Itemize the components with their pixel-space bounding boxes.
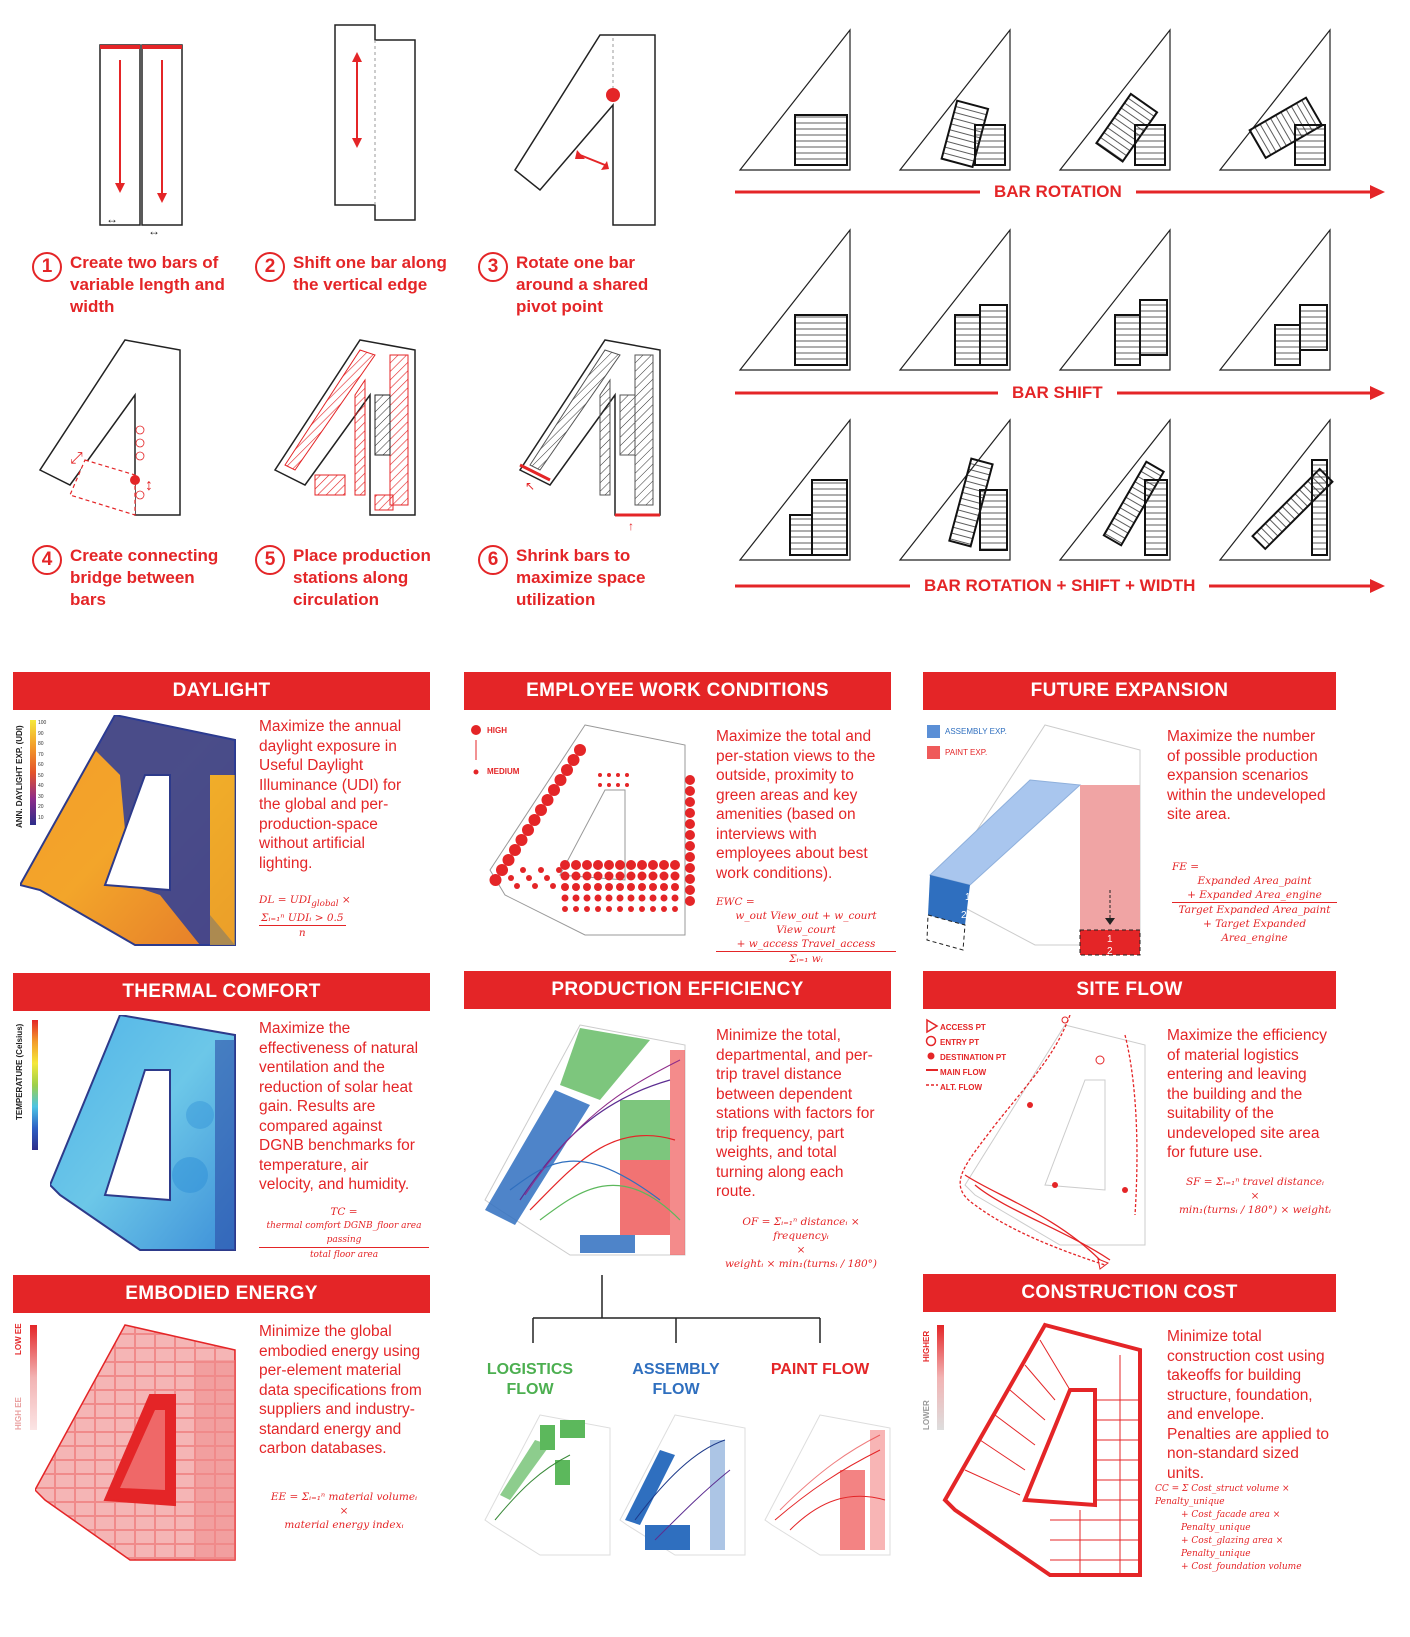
- thermal-formula-den: total floor area: [309, 1250, 379, 1260]
- view-dot: [584, 906, 590, 912]
- view-dot: [574, 744, 586, 756]
- daylight-tick: 30: [38, 793, 44, 800]
- production-formula-line3: weightᵢ × min₁(turnsᵢ / 180°): [724, 1258, 878, 1270]
- expansion-formula-den1: Target Expanded Area_paint: [1178, 904, 1331, 916]
- view-dot: [671, 872, 680, 881]
- assembly-flow-map: [615, 1410, 755, 1560]
- view-dot: [660, 883, 668, 891]
- cost-desc: Minimize total construction cost using takeoffs for building structure, foundation, and envelope. Penalties are applied to non-standard sized units.: [1167, 1328, 1330, 1482]
- view-dot: [604, 860, 614, 870]
- employee-header: EMPLOYEE WORK CONDITIONS: [464, 672, 891, 710]
- step-5-number: 5: [255, 545, 285, 575]
- expansion-formula-num2: + Expanded Area_engine: [1187, 889, 1322, 901]
- view-dot: [638, 883, 646, 891]
- daylight-header: DAYLIGHT: [13, 672, 430, 710]
- view-dot: [598, 783, 602, 787]
- view-dot: [561, 872, 570, 881]
- siteflow-formula-line1: SF = Σᵢ₌₁ⁿ travel distanceᵢ: [1185, 1176, 1325, 1188]
- step-1-label: [32, 252, 232, 318]
- view-dot: [598, 773, 602, 777]
- view-dot: [685, 819, 695, 829]
- view-dot: [649, 883, 657, 891]
- daylight-tick: 90: [38, 730, 44, 737]
- view-dot: [583, 872, 592, 881]
- daylight-desc: Maximize the annual daylight exposure in Useful Daylight Illuminance (UDI) for the global and per-production-space without artificial lighting.: [259, 718, 402, 872]
- siteflow-legend-main: MAIN FLOW: [940, 1068, 987, 1077]
- view-dot: [550, 883, 556, 889]
- view-dot: [561, 883, 569, 891]
- view-dot: [522, 824, 534, 836]
- production-flow-map: [480, 1020, 695, 1260]
- view-dot: [616, 872, 625, 881]
- embodied-header: EMBODIED ENERGY: [13, 1275, 430, 1313]
- step-diagram-4: [30, 335, 200, 535]
- daylight-tick: 40: [38, 783, 44, 789]
- svg-text:1: 1: [1107, 934, 1113, 945]
- siteflow-legend-destination: DESTINATION PT: [940, 1053, 1007, 1062]
- daylight-tick: 50: [38, 772, 44, 779]
- employee-dot-map: [485, 720, 700, 940]
- svg-text:⤢: ⤢: [70, 450, 83, 467]
- thermal-formula: [259, 1205, 429, 1262]
- view-dot: [583, 883, 591, 891]
- view-dot: [628, 895, 635, 902]
- cost-formula-line1: CC = Σ Cost_struct volume × Penalty_unique: [1155, 1484, 1290, 1507]
- view-dot: [571, 860, 581, 870]
- view-dot: [594, 883, 602, 891]
- siteflow-map: [935, 1015, 1165, 1275]
- production-formula: [716, 1215, 886, 1271]
- embodied-legend-high: HIGH EE: [14, 1397, 23, 1430]
- step-3-text: Rotate one bar around a shared pivot point: [516, 253, 649, 316]
- view-dot: [548, 784, 560, 796]
- embodied-desc: Minimize the global embodied energy using per-element material data specifications from suppliers and industry-standard energy and carbon databases.: [259, 1323, 422, 1457]
- view-dot: [509, 844, 521, 856]
- view-dot: [672, 895, 679, 902]
- embodied-formula-line2: ×: [339, 1505, 349, 1517]
- view-dot: [626, 860, 636, 870]
- cost-formula-line4: + Cost_foundation volume: [1181, 1562, 1302, 1572]
- view-dot: [606, 906, 612, 912]
- view-dot: [616, 773, 620, 777]
- expansion-formula: [1172, 860, 1337, 945]
- embodied-formula: [259, 1490, 429, 1532]
- svg-text:↔: ↔: [148, 224, 160, 238]
- view-dot: [516, 834, 528, 846]
- view-dot: [562, 895, 569, 902]
- view-dot: [502, 867, 508, 873]
- employee-formula-den: Σᵢ₌₁ wᵢ: [789, 953, 823, 965]
- step-diagram-2: [325, 20, 435, 230]
- step-4-text: Create connecting bridge between bars: [70, 546, 219, 609]
- step-1-text: Create two bars of variable length and width: [70, 253, 225, 316]
- view-dot: [670, 860, 680, 870]
- siteflow-formula-line3: min₁(turnsᵢ / 180°) × weightᵢ: [1178, 1204, 1332, 1216]
- view-dot: [672, 906, 678, 912]
- view-dot: [639, 906, 645, 912]
- view-dot: [685, 786, 695, 796]
- daylight-tick: 10: [38, 814, 44, 821]
- view-dot: [508, 875, 514, 881]
- daylight-formula: DL = $UDI_{global}$ × $\frac{\text{Σᵢ₌₁ⁿ UDIᵢ > 0.5}}{n}$: [259, 894, 351, 940]
- step-6-label: [478, 545, 678, 611]
- view-dot: [615, 860, 625, 870]
- logistics-flow-map: [480, 1410, 620, 1560]
- view-dot: [529, 814, 541, 826]
- production-desc: Minimize the total, departmental, and per-trip travel distance between dependent stations with factors for trip frequency, part weights, and total turning along each route.: [716, 1027, 875, 1200]
- thermal-formula-num: thermal comfort DGNB_floor area passing: [259, 1219, 429, 1248]
- daylight-tick: 100: [38, 720, 47, 726]
- view-dot: [538, 867, 544, 873]
- view-dot: [535, 804, 547, 816]
- combined-label: BAR ROTATION + SHIFT + WIDTH: [910, 576, 1209, 596]
- paint-flow-label: PAINT FLOW: [770, 1361, 870, 1378]
- step-4-number: 4: [32, 545, 62, 575]
- expansion-formula-lhs: FE =: [1172, 861, 1200, 873]
- thermal-heatmap: [50, 1015, 240, 1255]
- production-header: PRODUCTION EFFICIENCY: [464, 971, 891, 1009]
- thermal-colorbar: [32, 1020, 38, 1150]
- view-dot: [503, 854, 515, 866]
- siteflow-desc: Maximize the efficiency of material logistics entering and leaving the building and the suitability of the undeveloped site area for future use.: [1167, 1027, 1327, 1161]
- step-3-number: 3: [478, 252, 508, 282]
- employee-formula: [716, 895, 896, 966]
- step-3-label: [478, 252, 678, 318]
- bar-rotation-label: BAR ROTATION: [980, 182, 1136, 202]
- expansion-header: FUTURE EXPANSION: [923, 672, 1336, 710]
- step-2-text: Shift one bar along the vertical edge: [293, 253, 447, 294]
- view-dot: [573, 906, 579, 912]
- daylight-tick: 60: [38, 762, 44, 768]
- daylight-formula-lhs: DL = UDI: [259, 894, 312, 906]
- embodied-map: [35, 1320, 240, 1565]
- view-dot: [627, 883, 635, 891]
- expansion-legend-paint: PAINT EXP.: [945, 748, 988, 757]
- view-dot: [562, 906, 568, 912]
- daylight-heatmap: [20, 715, 240, 955]
- view-dot: [605, 883, 613, 891]
- svg-text:↑: ↑: [628, 519, 634, 533]
- view-dot: [605, 872, 614, 881]
- view-dot: [671, 883, 679, 891]
- employee-legend-high: HIGH: [487, 726, 507, 735]
- view-dot: [625, 773, 629, 777]
- view-dot: [685, 896, 695, 906]
- cost-formula-line2: + Cost_facade area × Penalty_unique: [1181, 1510, 1281, 1533]
- logistics-flow-label: LOGISTICS FLOW: [486, 1361, 574, 1398]
- step-2-label: [255, 252, 455, 296]
- daylight-formula-num: Σᵢ₌₁ⁿ UDIᵢ > 0.5: [261, 912, 344, 925]
- view-dot: [520, 867, 526, 873]
- view-dot: [625, 783, 629, 787]
- svg-text:↔: ↔: [106, 212, 118, 226]
- view-dot: [573, 895, 580, 902]
- view-dot: [638, 872, 647, 881]
- step-2-number: 2: [255, 252, 285, 282]
- view-dot: [532, 883, 538, 889]
- view-dot: [555, 774, 567, 786]
- siteflow-legend-access: ACCESS PT: [940, 1023, 986, 1032]
- bar-shift-label: BAR SHIFT: [998, 383, 1117, 403]
- siteflow-legend-alt: ALT. FLOW: [940, 1083, 983, 1092]
- thermal-formula-lhs: TC =: [330, 1206, 358, 1218]
- cost-formula: [1155, 1483, 1340, 1574]
- thermal-desc: Maximize the effectiveness of natural ventilation and the reduction of solar heat gain. Results are compared against DGNB benchmarks for temperature, air velocity, and humidity.: [259, 1020, 419, 1193]
- view-dot: [617, 895, 624, 902]
- siteflow-formula: [1175, 1175, 1335, 1217]
- view-dot: [607, 783, 611, 787]
- view-dot: [685, 797, 695, 807]
- employee-formula-num2: + w_access Travel_access: [736, 938, 876, 950]
- svg-text:↖: ↖: [525, 479, 536, 493]
- cost-header: CONSTRUCTION COST: [923, 1274, 1336, 1312]
- view-dot: [685, 830, 695, 840]
- daylight-axis-label: ANN. DAYLIGHT EXP. (UDI): [15, 725, 24, 828]
- cost-legend-low: LOWER: [922, 1400, 931, 1430]
- view-dot: [606, 895, 613, 902]
- view-dot: [637, 860, 647, 870]
- view-dot: [685, 852, 695, 862]
- view-dot: [542, 794, 554, 806]
- production-formula-line1: OF = Σᵢ₌₁ⁿ distanceᵢ × frequencyᵢ: [742, 1216, 860, 1242]
- expansion-map: [925, 720, 1165, 960]
- svg-text:2: 2: [961, 910, 967, 921]
- view-dot: [616, 783, 620, 787]
- view-dot: [639, 895, 646, 902]
- view-dot: [685, 885, 695, 895]
- daylight-tick: 20: [38, 804, 44, 810]
- view-dot: [617, 906, 623, 912]
- view-dot: [584, 895, 591, 902]
- step-6-text: Shrink bars to maximize space utilization: [516, 546, 646, 609]
- svg-text:2: 2: [1107, 946, 1113, 957]
- flow-tree-connector: [530, 1275, 830, 1345]
- view-dot: [607, 773, 611, 777]
- view-dot: [685, 841, 695, 851]
- view-dot: [572, 872, 581, 881]
- step-diagram-6: [510, 335, 680, 535]
- embodied-formula-line3: material energy indexᵢ: [284, 1519, 404, 1531]
- view-dot: [594, 872, 603, 881]
- embodied-formula-line1: EE = Σᵢ₌₁ⁿ material volumeᵢ: [270, 1491, 418, 1503]
- view-dot: [649, 872, 658, 881]
- view-dot: [660, 872, 669, 881]
- expansion-formula-num1: Expanded Area_paint: [1197, 875, 1312, 887]
- variation-grid: [735, 20, 1385, 630]
- daylight-tick: 70: [38, 751, 44, 758]
- view-dot: [616, 883, 624, 891]
- thermal-header: THERMAL COMFORT: [13, 973, 430, 1011]
- daylight-formula-sub: global: [311, 899, 339, 910]
- view-dot: [526, 875, 532, 881]
- view-dot: [568, 754, 580, 766]
- cost-formula-line3: + Cost_glazing area × Penalty_unique: [1181, 1536, 1284, 1559]
- view-dot: [648, 860, 658, 870]
- svg-text:↕: ↕: [145, 477, 153, 494]
- view-dot: [685, 874, 695, 884]
- view-dot: [685, 775, 695, 785]
- cost-legend-high: HIGHER: [922, 1330, 931, 1362]
- view-dot: [685, 808, 695, 818]
- thermal-axis-label: TEMPERATURE (Celsius): [15, 1023, 24, 1120]
- view-dot: [661, 906, 667, 912]
- view-dot: [595, 895, 602, 902]
- step-diagram-3: [505, 25, 675, 235]
- view-dot: [582, 860, 592, 870]
- step-5-label: [255, 545, 455, 611]
- step-6-number: 6: [478, 545, 508, 575]
- employee-desc: Maximize the total and per-station views to the outside, proximity to green areas and key amenities (based on interviews with employees about best work conditions).: [716, 728, 876, 882]
- step-5-text: Place production stations along circulation: [293, 546, 431, 609]
- employee-formula-lhs: EWC =: [716, 896, 755, 908]
- view-dot: [556, 867, 562, 873]
- step-diagram-5: [265, 335, 435, 535]
- view-dot: [659, 860, 669, 870]
- siteflow-legend-entry: ENTRY PT: [940, 1038, 980, 1047]
- daylight-tick: 80: [38, 741, 44, 747]
- embodied-legend-low: LOW EE: [14, 1323, 23, 1355]
- svg-text:1: 1: [965, 892, 971, 903]
- production-formula-line2: ×: [796, 1244, 806, 1256]
- employee-formula-num1: w_out View_out + w_court View_court: [735, 910, 877, 936]
- paint-flow-map: [760, 1410, 900, 1560]
- view-dot: [650, 906, 656, 912]
- step-diagram-1: [90, 35, 210, 245]
- step-1-number: 1: [32, 252, 62, 282]
- view-dot: [561, 764, 573, 776]
- expansion-formula-den2: + Target Expanded Area_engine: [1202, 918, 1307, 944]
- cost-map: [940, 1320, 1155, 1580]
- step-4-label: [32, 545, 232, 611]
- view-dot: [593, 860, 603, 870]
- expansion-legend-assembly: ASSEMBLY EXP.: [945, 727, 1007, 736]
- view-dot: [627, 872, 636, 881]
- assembly-flow-label: ASSEMBLY FLOW: [632, 1361, 720, 1398]
- view-dot: [661, 895, 668, 902]
- view-dot: [514, 883, 520, 889]
- employee-legend-medium: MEDIUM: [487, 767, 520, 776]
- view-dot: [685, 863, 695, 873]
- view-dot: [628, 906, 634, 912]
- view-dot: [490, 874, 502, 886]
- view-dot: [595, 906, 601, 912]
- expansion-desc: Maximize the number of possible production expansion scenarios within the undeveloped site area.: [1167, 728, 1326, 823]
- siteflow-header: SITE FLOW: [923, 971, 1336, 1009]
- view-dot: [544, 875, 550, 881]
- view-dot: [572, 883, 580, 891]
- siteflow-formula-line2: ×: [1250, 1190, 1260, 1202]
- view-dot: [650, 895, 657, 902]
- daylight-formula-den: n: [298, 927, 306, 940]
